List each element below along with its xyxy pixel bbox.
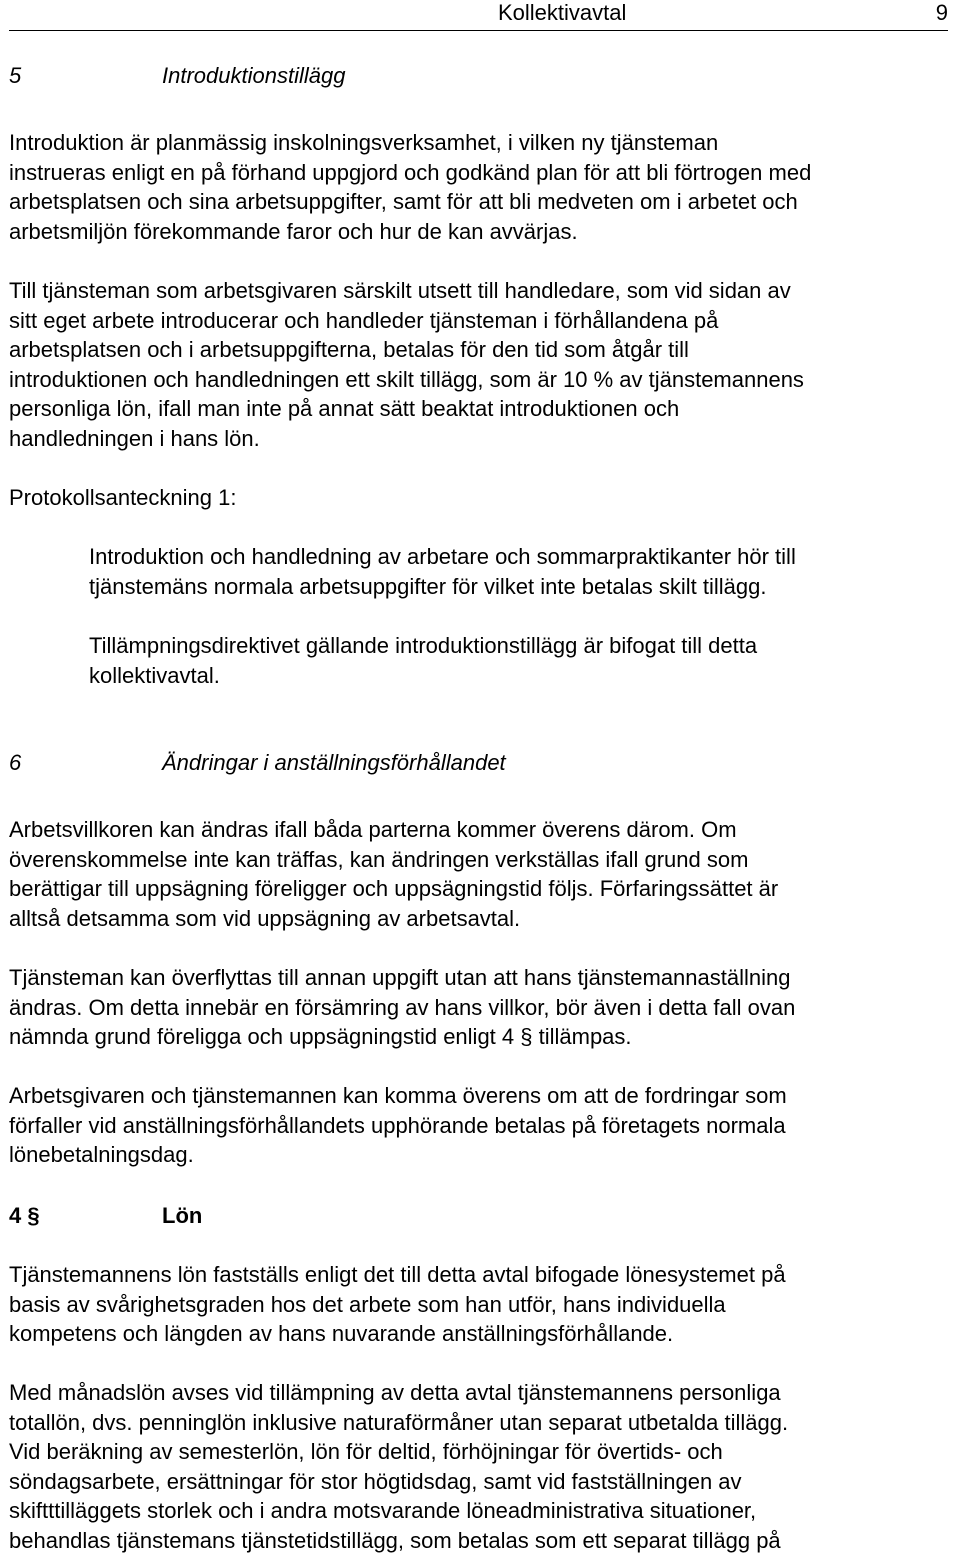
text-line: lönebetalningsdag. xyxy=(9,1142,194,1168)
text-line: totallön, dvs. penninglön inklusive naturaförmåner utan separat utbetalda tillägg. xyxy=(9,1409,789,1435)
text-line: Vid beräkning av semesterlön, lön för deltid, förhöjningar för övertids- och xyxy=(9,1439,723,1465)
text-line: nämnda grund föreligga och uppsägningstid enligt 4 § tillämpas. xyxy=(9,1024,632,1050)
text-line: ändras. Om detta innebär en försämring av hans villkor, bör även i detta fall ovan xyxy=(9,994,796,1020)
text-line: Arbetsvillkoren kan ändras ifall båda parterna kommer överens därom. Om xyxy=(9,817,737,842)
paragraph xyxy=(9,128,954,246)
text-line: kompetens och längden av hans nuvarande anställningsförhållande. xyxy=(9,1321,674,1347)
text-line: Tjänsteman kan överflyttas till annan uppgift utan att hans tjänstemannaställning xyxy=(9,965,791,990)
protocol-note-label xyxy=(9,483,954,513)
running-header xyxy=(9,0,948,31)
paragraph xyxy=(9,1378,954,1556)
paragraph xyxy=(9,276,954,454)
text-line: söndagsarbete, ersättningar för stor högtidsdag, samt vid fastställningen av xyxy=(9,1468,742,1494)
text-line: arbetsplatsen och sina arbetsuppgifter, samt för att bli medveten om i arbetet och xyxy=(9,189,798,215)
section-title: Introduktionstillägg xyxy=(162,63,346,88)
text-line: alltså detsamma som vid uppsägning av arbetsavtal. xyxy=(9,905,521,931)
text-line: Till tjänsteman som arbetsgivaren särskilt utsett till handledare, som vid sidan av xyxy=(9,278,791,303)
text-line: överenskommelse inte kan träffas, kan ändringen verkställas ifall grund som xyxy=(9,846,749,872)
page-number: 9 xyxy=(935,0,948,25)
header-title: Kollektivavtal xyxy=(498,0,627,25)
text-line: Introduktion och handledning av arbetare och sommarpraktikanter hör till xyxy=(89,544,796,569)
paragraph xyxy=(9,1081,954,1170)
text-line: Tjänstemannens lön fastställs enligt det till detta avtal bifogade lönesystemet på xyxy=(9,1262,786,1287)
section-title: Ändringar i anställningsförhållandet xyxy=(162,750,506,775)
section-number: 4 § xyxy=(9,1203,40,1228)
text-line: personliga lön, ifall man inte på annat sätt beaktat introduktionen och xyxy=(9,396,680,422)
text-line: sitt eget arbete introducerar och handleder tjänsteman i förhållandena på xyxy=(9,307,719,333)
text-line: berättigar till uppsägning föreligger och uppsägningstid följs. Förfaringssättet är xyxy=(9,876,779,902)
paragraph xyxy=(9,963,954,1052)
text-line: behandlas tjänstemans tjänstetidstillägg, som betalas som ett separat tillägg på xyxy=(9,1527,781,1553)
text-line: arbetsplatsen och i arbetsuppgifterna, betalas för den tid som åtgår till xyxy=(9,337,689,363)
text-line: introduktionen och handledningen ett skilt tillägg, som är 10 % av tjänstemannens xyxy=(9,366,804,392)
text-line: skiftttilläggets storlek och i andra motsvarande löneadministrativa situationer, xyxy=(9,1498,757,1524)
text-line: tjänstemäns normala arbetsuppgifter för vilket inte betalas skilt tillägg. xyxy=(89,573,767,599)
text-line: handledningen i hans lön. xyxy=(9,425,260,451)
section-number: 6 xyxy=(9,750,22,775)
text-line: instrueras enligt en på förhand uppgjord och godkänd plan för att bli förtrogen med xyxy=(9,159,812,185)
protocol-note-paragraph xyxy=(89,631,954,690)
section-number: 5 xyxy=(9,63,22,88)
text-line: Med månadslön avses vid tillämpning av detta avtal tjänstemannens personliga xyxy=(9,1380,781,1405)
text-line: Protokollsanteckning 1: xyxy=(9,485,237,510)
paragraph xyxy=(9,815,954,933)
text-line: arbetsmiljön förekommande faror och hur de kan avvärjas. xyxy=(9,218,578,244)
text-line: Tillämpningsdirektivet gällande introduktionstillägg är bifogat till detta xyxy=(89,633,758,658)
text-line: Introduktion är planmässig inskolningsverksamhet, i vilken ny tjänsteman xyxy=(9,130,719,155)
text-line: kollektivavtal. xyxy=(89,662,220,688)
text-line: förfaller vid anställningsförhållandets upphörande betalas på företagets normala xyxy=(9,1112,786,1138)
protocol-note-paragraph xyxy=(89,542,954,601)
paragraph xyxy=(9,1260,954,1349)
text-line: Arbetsgivaren och tjänstemannen kan komma överens om att de fordringar som xyxy=(9,1083,787,1108)
text-line: basis av svårighetsgraden hos det arbete som han utför, hans individuella xyxy=(9,1291,726,1317)
section-title: Lön xyxy=(162,1203,203,1228)
